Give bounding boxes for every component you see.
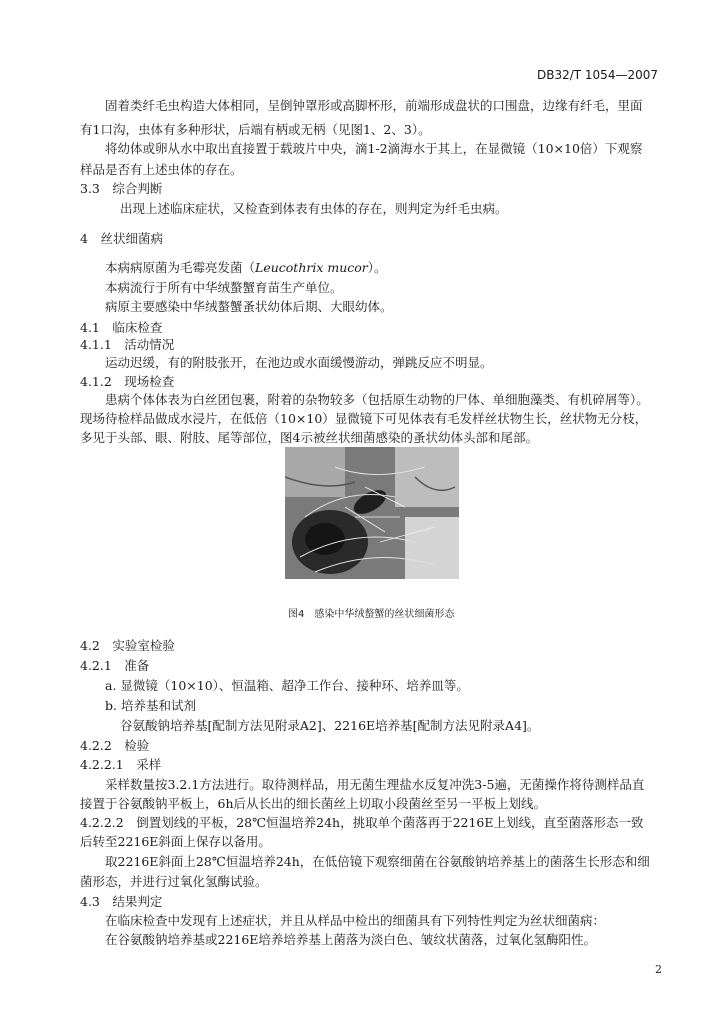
text-line: 后转至2216E斜面上保存以备用。	[80, 834, 271, 849]
text-line: 有1口沟，虫体有多种形状，后端有柄或无柄（见图1、2、3）。	[80, 122, 431, 137]
section-heading: 4.3 结果判定	[80, 894, 163, 909]
text-line: 谷氨酸钠培养基[配制方法见附录A2]、2216E培养基[配制方法见附录A4]。	[120, 718, 540, 733]
page-number: 2	[655, 963, 662, 976]
text-line: 采样数量按3.2.1方法进行。取待测样品，用无菌生理盐水反复冲洗3-5遍，无菌操作将待测样品直	[105, 777, 645, 792]
text-line: 菌形态，并进行过氧化氢酶试验。	[80, 874, 268, 889]
text-line: 固着类纤毛虫构造大体相同，呈倒钟罩形或高脚杯形，前端形成盘状的口围盘，边缘有纤毛，里面	[105, 98, 643, 113]
section-heading: 4.1.2 现场检查	[80, 374, 175, 389]
section-heading: 4.1.1 活动情况	[80, 337, 175, 352]
text-line: 在谷氨酸钠培养基或2216E培养培养基上菌落为淡白色、皱纹状菌落，过氧化氢酶阳性。	[105, 932, 596, 947]
text-line: 取2216E斜面上28℃恒温培养24h，在低倍镜下观察细菌在谷氨酸钠培养基上的菌落生长形态和细	[105, 854, 650, 869]
text-line: 4.2.2.2 倒置划线的平板，28℃恒温培养24h，挑取单个菌落再于2216E上划线，直至菌落形态一致	[80, 815, 644, 830]
text-line: 接置于谷氨酸钠平板上，6h后从长出的细长菌丝上切取小段菌丝至另一平板上划线。	[80, 796, 547, 811]
section-heading: 4.1 临床检查	[80, 320, 163, 335]
list-item: a. 显微镜（10×10）、恒温箱、超净工作台、接种环、培养皿等。	[105, 678, 469, 693]
text-line: 病原主要感染中华绒螯蟹蚤状幼体后期、大眼幼体。	[105, 299, 393, 314]
text-line: 将幼体或卵从水中取出直接置于载玻片中央，滴1-2滴海水于其上，在显微镜（10×10倍）下观察	[105, 141, 643, 156]
text-line: 本病流行于所有中华绒螯蟹育苗生产单位。	[105, 280, 343, 295]
text-line: 出现上述临床症状，又检查到体表有虫体的存在，则判定为纤毛虫病。	[120, 201, 508, 216]
text-segment: 本病病原菌为毛霉亮发菌（	[105, 260, 256, 275]
section-heading: 4.2.2 检验	[80, 738, 150, 753]
section-heading: 4.2.2.1 采样	[80, 757, 162, 772]
text-segment: ）。	[367, 260, 387, 275]
species-name: Leucothrix mucor	[255, 260, 368, 275]
text-line: 现场待检样品做成水浸片，在低倍（10×10）显微镜下可见体表有毛发样丝状物生长，丝状物无分枝，	[80, 411, 648, 426]
section-heading: 4 丝状细菌病	[80, 231, 163, 246]
text-line	[105, 262, 387, 275]
text-line: 在临床检查中发现有上述症状，并且从样品中检出的细菌具有下列特性判定为丝状细菌病：	[105, 913, 606, 928]
text-line: 多见于头部、眼、附肢、尾等部位，图4示被丝状细菌感染的蚤状幼体头部和尾部。	[80, 430, 538, 445]
section-heading: 4.2.1 准备	[80, 658, 150, 673]
text-line: 患病个体体表为白丝团包裹，附着的杂物较多（包括原生动物的尸体、单细胞藻类、有机碎屑等）。	[105, 392, 649, 407]
figure-4-micrograph	[285, 447, 459, 579]
section-heading: 3.3 综合判断	[80, 181, 163, 196]
list-item: b. 培养基和试剂	[105, 698, 196, 713]
figure-caption: 图4 感染中华绒螯蟹的丝状细菌形态	[288, 609, 455, 620]
text-line: 样品是否有上述虫体的存在。	[80, 162, 243, 177]
document-code: DB32/T 1054—2007	[536, 68, 658, 82]
text-line: 运动迟缓，有的附肢张开，在池边或水面缓慢游动，弹跳反应不明显。	[105, 355, 493, 370]
section-heading: 4.2 实验室检验	[80, 638, 175, 653]
